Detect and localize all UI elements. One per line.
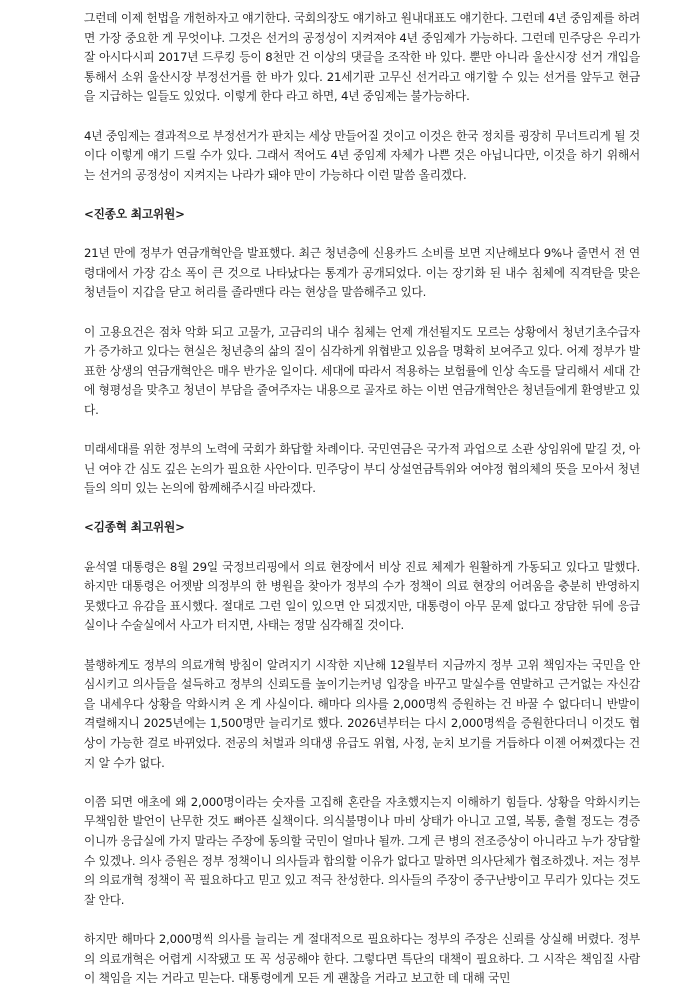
paragraph-medical-briefing: 윤석열 대통령은 8월 29일 국정브리핑에서 의료 현장에서 비상 진료 체제가 원활하게 가동되고 있다고 말했다. 하지만 대통령은 어젯밤 의정부의 한 병원을 찾아가 정부의 수가 정책이 의료 현장의 어려움을 충분히 반영하지 못했다고 유감을 표시했다. 절대로 그런 일이 있으면 안 되겠지만, 대통령이 아무 문제 없다고 장담한 뒤에 응급실이나 수술실에서 사고가 터지면, 사태는 정말 심각해질 것이다. (84, 559, 640, 633)
speaker-heading-jin: <진종오 최고위원> (84, 206, 185, 221)
paragraph-doctor-quota: 이쯤 되면 애초에 왜 2,000명이라는 숫자를 고집해 혼란을 자초했지는지 이해하기 힘들다. 상황을 악화시키는 무책임한 발언이 난무한 것도 뼈아픈 실책이다. 의식불명이나 마비 상태가 아니고 고열, 복통, 출혈 정도는 경증이니까 응급실에 가지 말라는 주장에 동의할 국민이 얼마나 될까. 그게 큰 병의 전조증상이 아니라고 누가 장담할 수 있겠나. 의사 증원은 정부 정책이니 의사들과 합의할 이유가 없다고 말하면 의사단체가 협조하겠나. 저는 정부의 의료개혁 정책이 꼭 필요하다고 믿고 있고 적극 찬성한다. 의사들의 주장이 중구난방이고 무리가 있다는 것도 잘 안다. (84, 794, 640, 907)
paragraph-national-assembly: 미래세대를 위한 정부의 노력에 국회가 화답할 차례이다. 국민연금은 국가적 과업으로 소관 상임위에 맡길 것, 아닌 여야 간 심도 깊은 논의가 필요한 사안이다. 민주당이 부디 상설연금특위와 여야정 협의체의 뜻을 모아서 청년들의 의미 있는 논의에 함께해주시길 바라겠다. (84, 442, 640, 496)
paragraph-youth-welfare: 이 고용요건은 점차 악화 되고 고물가, 고금리의 내수 침체는 언제 개선될지도 모르는 상황에서 청년기초수급자가 증가하고 있다는 현실은 청년층의 삶의 질이 심각하게 위협받고 있음을 명확히 보여주고 있다. 어제 정부가 발표한 상생의 연금개혁안은 매우 반가운 일이다. 세대에 따라서 적용하는 보험률에 인상 속도를 달리해서 세대 간에 형평성을 맞추고 청년이 부담을 줄여주자는 내용으로 골자로 하는 이번 연금개혁안은 청년들에게 환영받고 있다. (84, 324, 640, 417)
paragraph-pension-reform: 21년 만에 정부가 연금개혁안을 발표했다. 최근 청년층에 신용카드 소비를 보면 지난해보다 9%나 줄면서 전 연령대에서 가장 감소 폭이 큰 것으로 나타났다는 통계가 공개되었다. 이는 장기화 된 내수 침체에 직격탄을 맞은 청년들이 지갑을 닫고 허리를 졸라맨다 라는 현상을 말씀해주고 있다. (84, 246, 640, 300)
paragraph-four-year-term: 4년 중임제는 결과적으로 부정선거가 판치는 세상 만들어질 것이고 이것은 한국 정치를 굉장히 무너트리게 될 것이다 이렇게 얘기 드릴 수가 있다. 그래서 적어도 4년 중임제 자체가 나쁜 것은 아닙니다만, 이것을 하기 위해서는 선거의 공정성이 지켜지는 나라가 돼야 만이 가능하다 이런 말씀 올리겠다. (84, 128, 640, 182)
paragraph-medical-policy: 불행하게도 정부의 의료개혁 방침이 알려지기 시작한 지난해 12월부터 지금까지 정부 고위 책임자는 국민을 안심시키고 의사들을 설득하고 정부의 신뢰도를 높이기는커녕 입장을 바꾸고 말실수를 연발하고 근거없는 자신감을 내세우다 상황을 악화시켜 온 게 사실이다. 해마다 의사를 2,000명씩 증원하는 건 바꿀 수 없다더니 반발이 격렬해지니 2025년에는 1,500명만 늘리기로 했다. 2026년부터는 다시 2,000명씩을 증원한다더니 이것도 협상이 가능한 걸로 바뀌었다. 전공의 처벌과 의대생 유급도 위협, 사정, 눈치 보기를 거듭하다 이젠 어쩌겠다는 건지 알 수가 없다. (84, 657, 640, 770)
speaker-heading-kim: <김종혁 최고위원> (84, 520, 185, 535)
paragraph-trust-lost: 하지만 해마다 2,000명씩 의사를 늘리는 게 절대적으로 필요하다는 정부의 주장은 신뢰를 상실해 버렸다. 정부의 의료개혁은 어렵게 시작됐고 또 꼭 성공해야 한다. 그렇다면 특단의 대책이 필요하다. 그 시작은 책임질 사람이 책임을 지는 거라고 믿는다. 대통령에게 모든 게 괜찮을 거라고 보고한 데 대해 국민 (84, 931, 640, 986)
paragraph-constitution-amendment: 그런데 이제 헌법을 개헌하자고 얘기한다. 국회의장도 얘기하고 원내대표도 얘기한다. 그런데 4년 중임제를 하려면 가장 중요한 게 무엇이냐. 그것은 선거의 공정성이 지켜져야 4년 중임제가 가능하다. 그런데 민주당은 우리가 잘 아시다시피 2017년 드루킹 등이 8천만 건 이상의 댓글을 조작한 바 있다. 뿐만 아니라 울산시장 선거 개입을 통해서 소위 울산시장 부정선거를 한 바가 있다. 21세기판 고무신 선거라고 얘기할 수 있는 선거를 앞두고 현금을 지급하는 일들도 있었다. 이렇게 한다 라고 하면, 4년 중임제는 불가능하다. (84, 11, 640, 104)
